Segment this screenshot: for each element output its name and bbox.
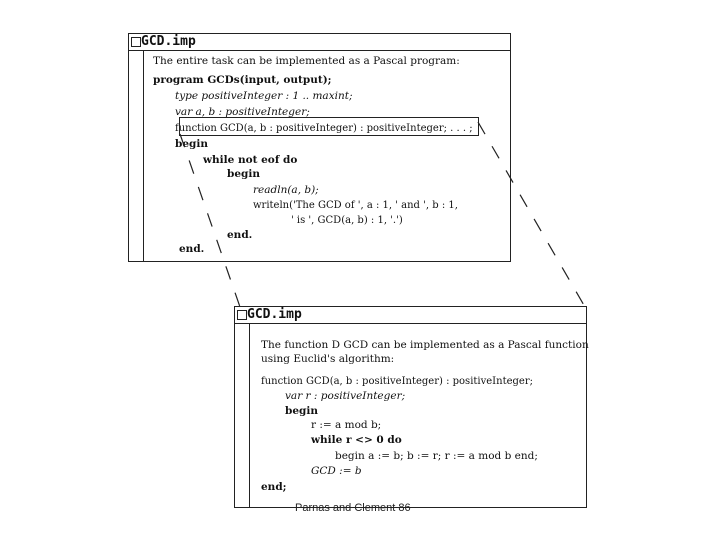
- top-panel-title: GCD.imp: [141, 34, 196, 49]
- bottom-intro: The function D GCD can be implemented as a Pascal function: [261, 339, 589, 351]
- code-line: ' is ', GCD(a, b) : 1, '.'): [291, 215, 403, 226]
- code-line: function GCD(a, b : positiveInteger) : positiveInteger;: [261, 376, 533, 387]
- code-line: begin a := b; b := r; r := a mod b end;: [335, 450, 538, 462]
- code-line: type positiveInteger : 1 .. maxint;: [175, 90, 353, 102]
- code-line: while r <> 0 do: [311, 434, 402, 446]
- left-connector-line: [180, 134, 240, 307]
- bottom-panel-title: GCD.imp: [247, 307, 302, 322]
- right-connector-line: [478, 122, 585, 307]
- code-line: end.: [179, 243, 205, 255]
- code-line: writeln('The GCD of ', a : 1, ' and ', b : 1,: [253, 200, 458, 211]
- top-intro: The entire task can be implemented as a Pascal program:: [153, 55, 460, 67]
- code-line: end;: [261, 481, 287, 493]
- code-line: function GCD(a, b : positiveInteger) : positiveInteger; . . . ;: [175, 123, 473, 134]
- code-line: end.: [227, 229, 253, 241]
- code-line: begin: [285, 405, 318, 417]
- code-line: program GCDs(input, output);: [153, 74, 332, 86]
- bottom-intro: using Euclid's algorithm:: [261, 353, 395, 365]
- code-line: var a, b : positiveInteger;: [175, 106, 310, 118]
- code-line: while not eof do: [203, 154, 298, 166]
- bottom-panel: [234, 306, 587, 508]
- code-line: readln(a, b);: [253, 184, 319, 196]
- checkbox-icon: [237, 310, 247, 320]
- code-line: begin: [175, 138, 208, 150]
- bottom-panel-header: [235, 307, 586, 324]
- code-line: begin: [227, 168, 260, 180]
- left-rule: [249, 323, 250, 507]
- citation-caption: Parnas and Clement 86: [295, 502, 411, 514]
- code-line: GCD := b: [311, 465, 362, 477]
- code-line: r := a mod b;: [311, 419, 382, 431]
- code-line: var r : positiveInteger;: [285, 390, 406, 402]
